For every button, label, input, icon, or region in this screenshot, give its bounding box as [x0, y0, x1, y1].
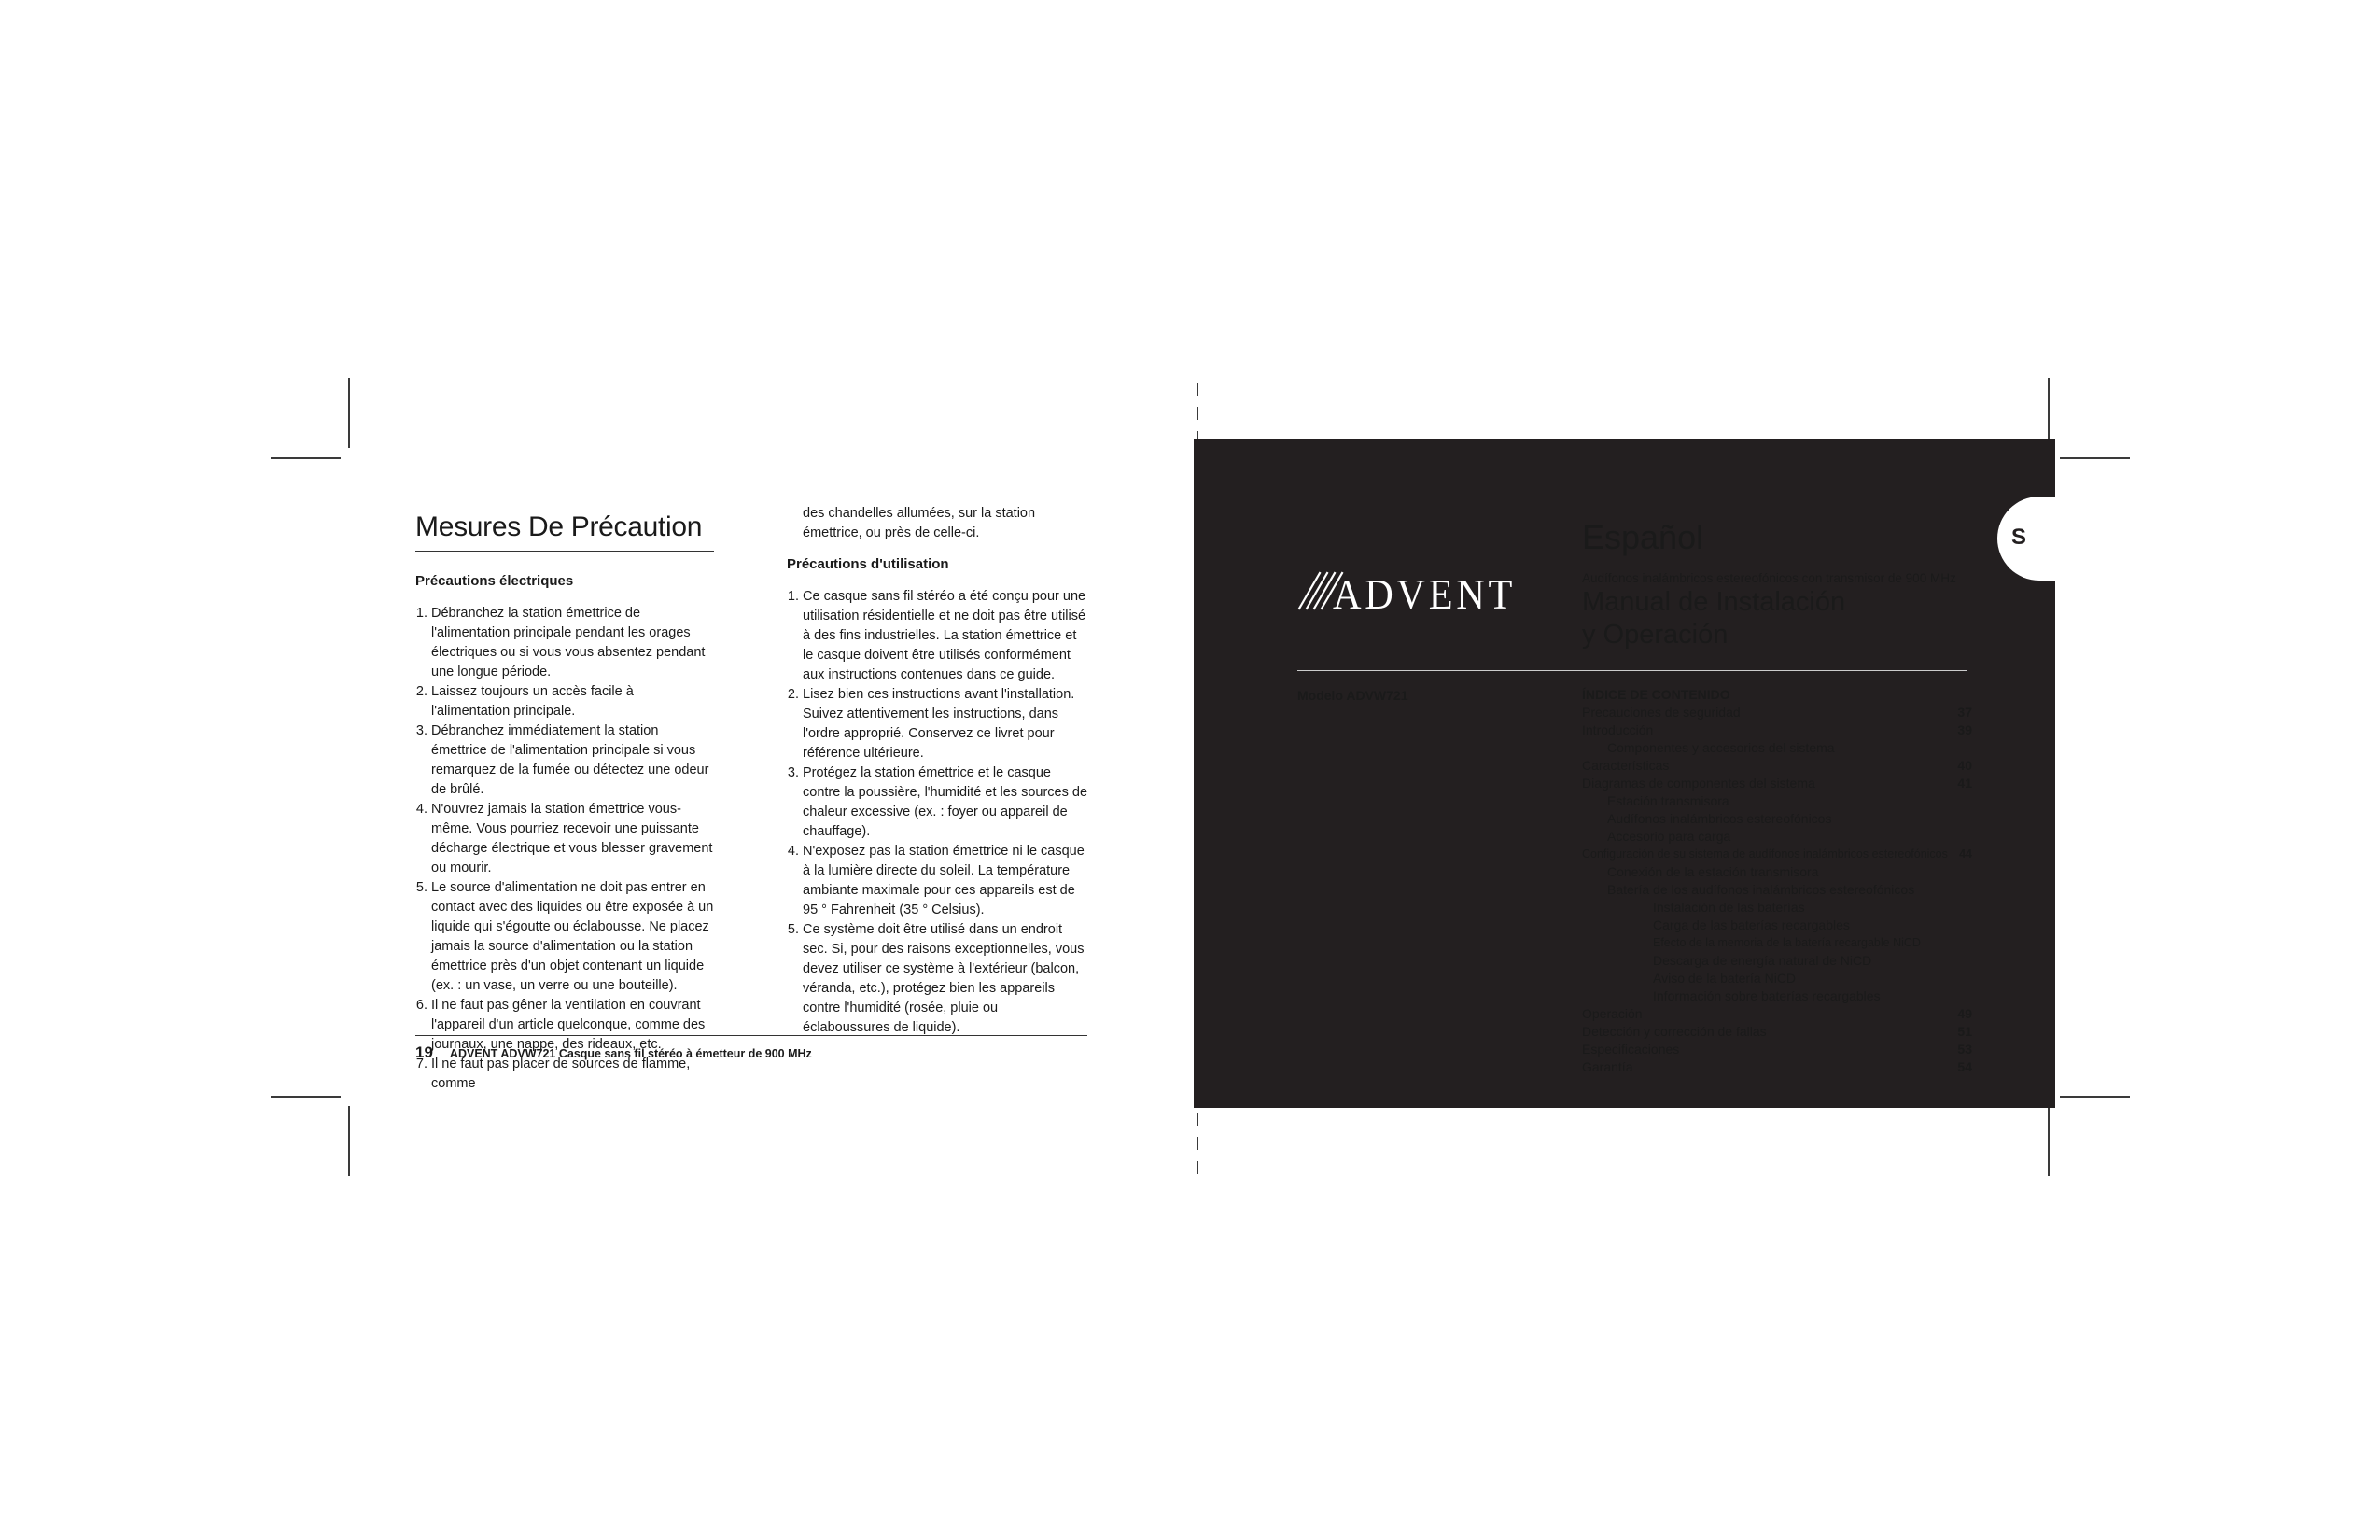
left-column — [415, 560, 714, 1094]
toc-page: 49 — [1957, 1006, 1972, 1021]
logo-wordmark: ADVENT — [1333, 570, 1516, 612]
title-rule — [415, 551, 714, 552]
toc-label: Especificaciones — [1582, 1042, 1680, 1057]
advent-logo — [1297, 569, 1521, 612]
crop-mark — [271, 1096, 341, 1098]
manual-title-line: Manual de Instalación — [1582, 587, 1846, 617]
list-item: 3. Débranchez immédiatement la station émettrice de l'alimentation principale si vous remarquez de la fumée ou détectez une odeur de brûlé. — [431, 721, 714, 800]
list-item: 4. N'exposez pas la station émettrice ni le casque à la lumière directe du soleil. La température ambiante maximale pour ces appareils est de 95 ° Fahrenheit (35 ° Celsius). — [803, 842, 1087, 920]
manual-title-line: y Operación — [1582, 620, 1729, 650]
crop-mark — [2060, 1096, 2130, 1098]
toc-entry — [1582, 970, 1972, 987]
electrical-precautions-list — [415, 604, 714, 1094]
crop-mark — [2048, 378, 2050, 448]
toc-label: Componentes y accesorios del sistema — [1607, 740, 1835, 755]
toc-entry — [1582, 899, 1972, 917]
toc-entry — [1582, 810, 1972, 828]
crop-mark — [271, 457, 341, 459]
toc-entry — [1582, 1023, 1972, 1041]
footer-text: ADVENT ADVW721 Casque sans fil stéréo à émetteur de 900 MHz — [449, 1047, 812, 1060]
toc-label: Aviso de la batería NiCD — [1653, 971, 1797, 986]
language-title: Español — [1582, 518, 1704, 556]
usage-precautions-list — [787, 587, 1087, 1038]
toc-page: 54 — [1957, 1059, 1972, 1074]
list-item: 5. Le source d'alimentation ne doit pas entrer en contact avec des liquides ou être exposée à un liquide qui s'égoutte ou éclabousse. Ne placez jamais la source d'alimentation ou la station émettrice près d'un objet contenant un liquide (ex. : un vase, un verre ou une bouteille). — [431, 878, 714, 996]
model-label: Modelo ADVW721 — [1297, 688, 1408, 703]
list-item: 5. Ce système doit être utilisé dans un endroit sec. Si, pour des raisons exceptionnelles, vous devez utiliser ce système à l'extérieur (balcon, véranda, etc.), protégez bien les appareils contre l'humidité (rosée, pluie ou éclaboussures de liquide). — [803, 920, 1087, 1038]
page-title: Mesures De Précaution — [415, 511, 703, 542]
toc-page: 39 — [1957, 722, 1972, 737]
toc-page: 41 — [1957, 776, 1972, 791]
list-item: 1. Débranchez la station émettrice de l'alimentation principale pendant les orages électriques ou si vous vous absentez pendant une longue période. — [431, 604, 714, 682]
toc-entry — [1582, 704, 1972, 721]
footer-rule — [415, 1035, 1087, 1036]
toc-label: Operación — [1582, 1006, 1643, 1021]
fold-mark — [1197, 1137, 1198, 1150]
toc-label: Audífonos inalámbricos estereofónicos — [1607, 811, 1832, 826]
toc-label: Conexión de la estación transmisora — [1607, 864, 1819, 879]
fold-mark — [1197, 383, 1198, 396]
toc-entry — [1582, 1005, 1972, 1023]
crop-mark — [348, 1106, 350, 1176]
toc-entry — [1582, 757, 1972, 775]
table-of-contents — [1582, 686, 1972, 1076]
toc-entry — [1582, 792, 1972, 810]
toc-label: Precauciones de seguridad — [1582, 705, 1741, 720]
product-subtitle: Audífonos inalámbricos estereofónicos con transmisor de 900 MHz — [1582, 571, 1956, 585]
toc-entry — [1582, 934, 1972, 952]
toc-entry — [1582, 863, 1972, 881]
toc-label: Información sobre baterías recargables — [1653, 988, 1881, 1003]
toc-page: 37 — [1957, 705, 1972, 720]
toc-entry — [1582, 828, 1972, 846]
fold-mark — [1197, 1161, 1198, 1174]
toc-label: Batería de los audífonos inalámbricos estereofónicos — [1607, 882, 1915, 897]
toc-label: Garantía — [1582, 1059, 1633, 1074]
list-item: 2. Laissez toujours un accès facile à l'alimentation principale. — [431, 682, 714, 721]
page-footer — [415, 1043, 812, 1062]
left-page — [415, 504, 1088, 1091]
list-item: 6. Il ne faut pas gêner la ventilation en couvrant l'appareil d'un article quelconque, comme des journaux, une nappe, des rideaux, etc. — [431, 996, 714, 1055]
list-item: 7. Il ne faut pas placer de sources de flamme, comme — [431, 1055, 714, 1094]
page-number: 19 — [415, 1043, 433, 1061]
toc-label: Descarga de energía natural de NiCD — [1653, 953, 1872, 968]
crop-mark — [2060, 457, 2130, 459]
list-item: 1. Ce casque sans fil stéréo a été conçu pour une utilisation résidentielle et ne doit pas être utilisé à des fins industrielles. La station émettrice et le casque doivent être utilisés conformément aux instructions contenues dans ce guide. — [803, 587, 1087, 685]
toc-label: Efecto de la memoria de la batería recargable NiCD — [1653, 936, 1921, 949]
toc-page: 53 — [1957, 1042, 1972, 1057]
fold-mark — [1197, 1113, 1198, 1126]
toc-label: Estación transmisora — [1607, 793, 1729, 808]
toc-entry — [1582, 881, 1972, 899]
toc-entry — [1582, 775, 1972, 792]
toc-label: Diagramas de componentes del sistema — [1582, 776, 1815, 791]
toc-entry — [1582, 952, 1972, 970]
right-column — [787, 504, 1087, 1038]
toc-page: 44 — [1959, 847, 1972, 861]
toc-label: Características — [1582, 758, 1670, 773]
toc-label: Accesorio para carga — [1607, 829, 1731, 844]
toc-entry — [1582, 721, 1972, 739]
toc-page: 40 — [1957, 758, 1972, 773]
toc-label: Carga de las baterías recargables — [1653, 917, 1850, 932]
toc-label: Introducción — [1582, 722, 1654, 737]
toc-heading: ÍNDICE DE CONTENIDO — [1582, 687, 1730, 702]
list-item: 3. Protégez la station émettrice et le casque contre la poussière, l'humidité et les sources de chaleur excessive (ex. : foyer ou appareil de chauffage). — [803, 763, 1087, 842]
list-item: 4. N'ouvrez jamais la station émettrice vous-même. Vous pourriez recevoir une puissante décharge électrique et vous blesser gravement ou mourir. — [431, 800, 714, 878]
section-heading: Précautions électriques — [415, 573, 574, 589]
toc-entry — [1582, 987, 1972, 1005]
toc-label: Configuración de su sistema de audífonos inalámbricos estereofónicos — [1582, 847, 1948, 861]
toc-entry — [1582, 739, 1972, 757]
toc-entry — [1582, 1058, 1972, 1076]
language-tab-letter: S — [2011, 525, 2027, 550]
manual-title — [1582, 586, 1845, 651]
toc-label: Instalación de las baterías — [1653, 900, 1805, 915]
fold-mark — [1197, 407, 1198, 420]
list-item: 2. Lisez bien ces instructions avant l'installation. Suivez attentivement les instructions, dans l'ordre approprié. Conservez ce livret pour référence ultérieure. — [803, 685, 1087, 763]
toc-entry — [1582, 846, 1972, 863]
crop-mark — [348, 378, 350, 448]
toc-page: 51 — [1957, 1024, 1972, 1039]
section-heading: Précautions d'utilisation — [787, 556, 949, 572]
divider — [1297, 670, 1967, 671]
crop-mark — [2048, 1106, 2050, 1176]
toc-label: Detección y corrección de fallas — [1582, 1024, 1767, 1039]
continued-text: des chandelles allumées, sur la station émettrice, ou près de celle-ci. — [803, 506, 1036, 540]
toc-entry — [1582, 1041, 1972, 1058]
toc-entry — [1582, 917, 1972, 934]
